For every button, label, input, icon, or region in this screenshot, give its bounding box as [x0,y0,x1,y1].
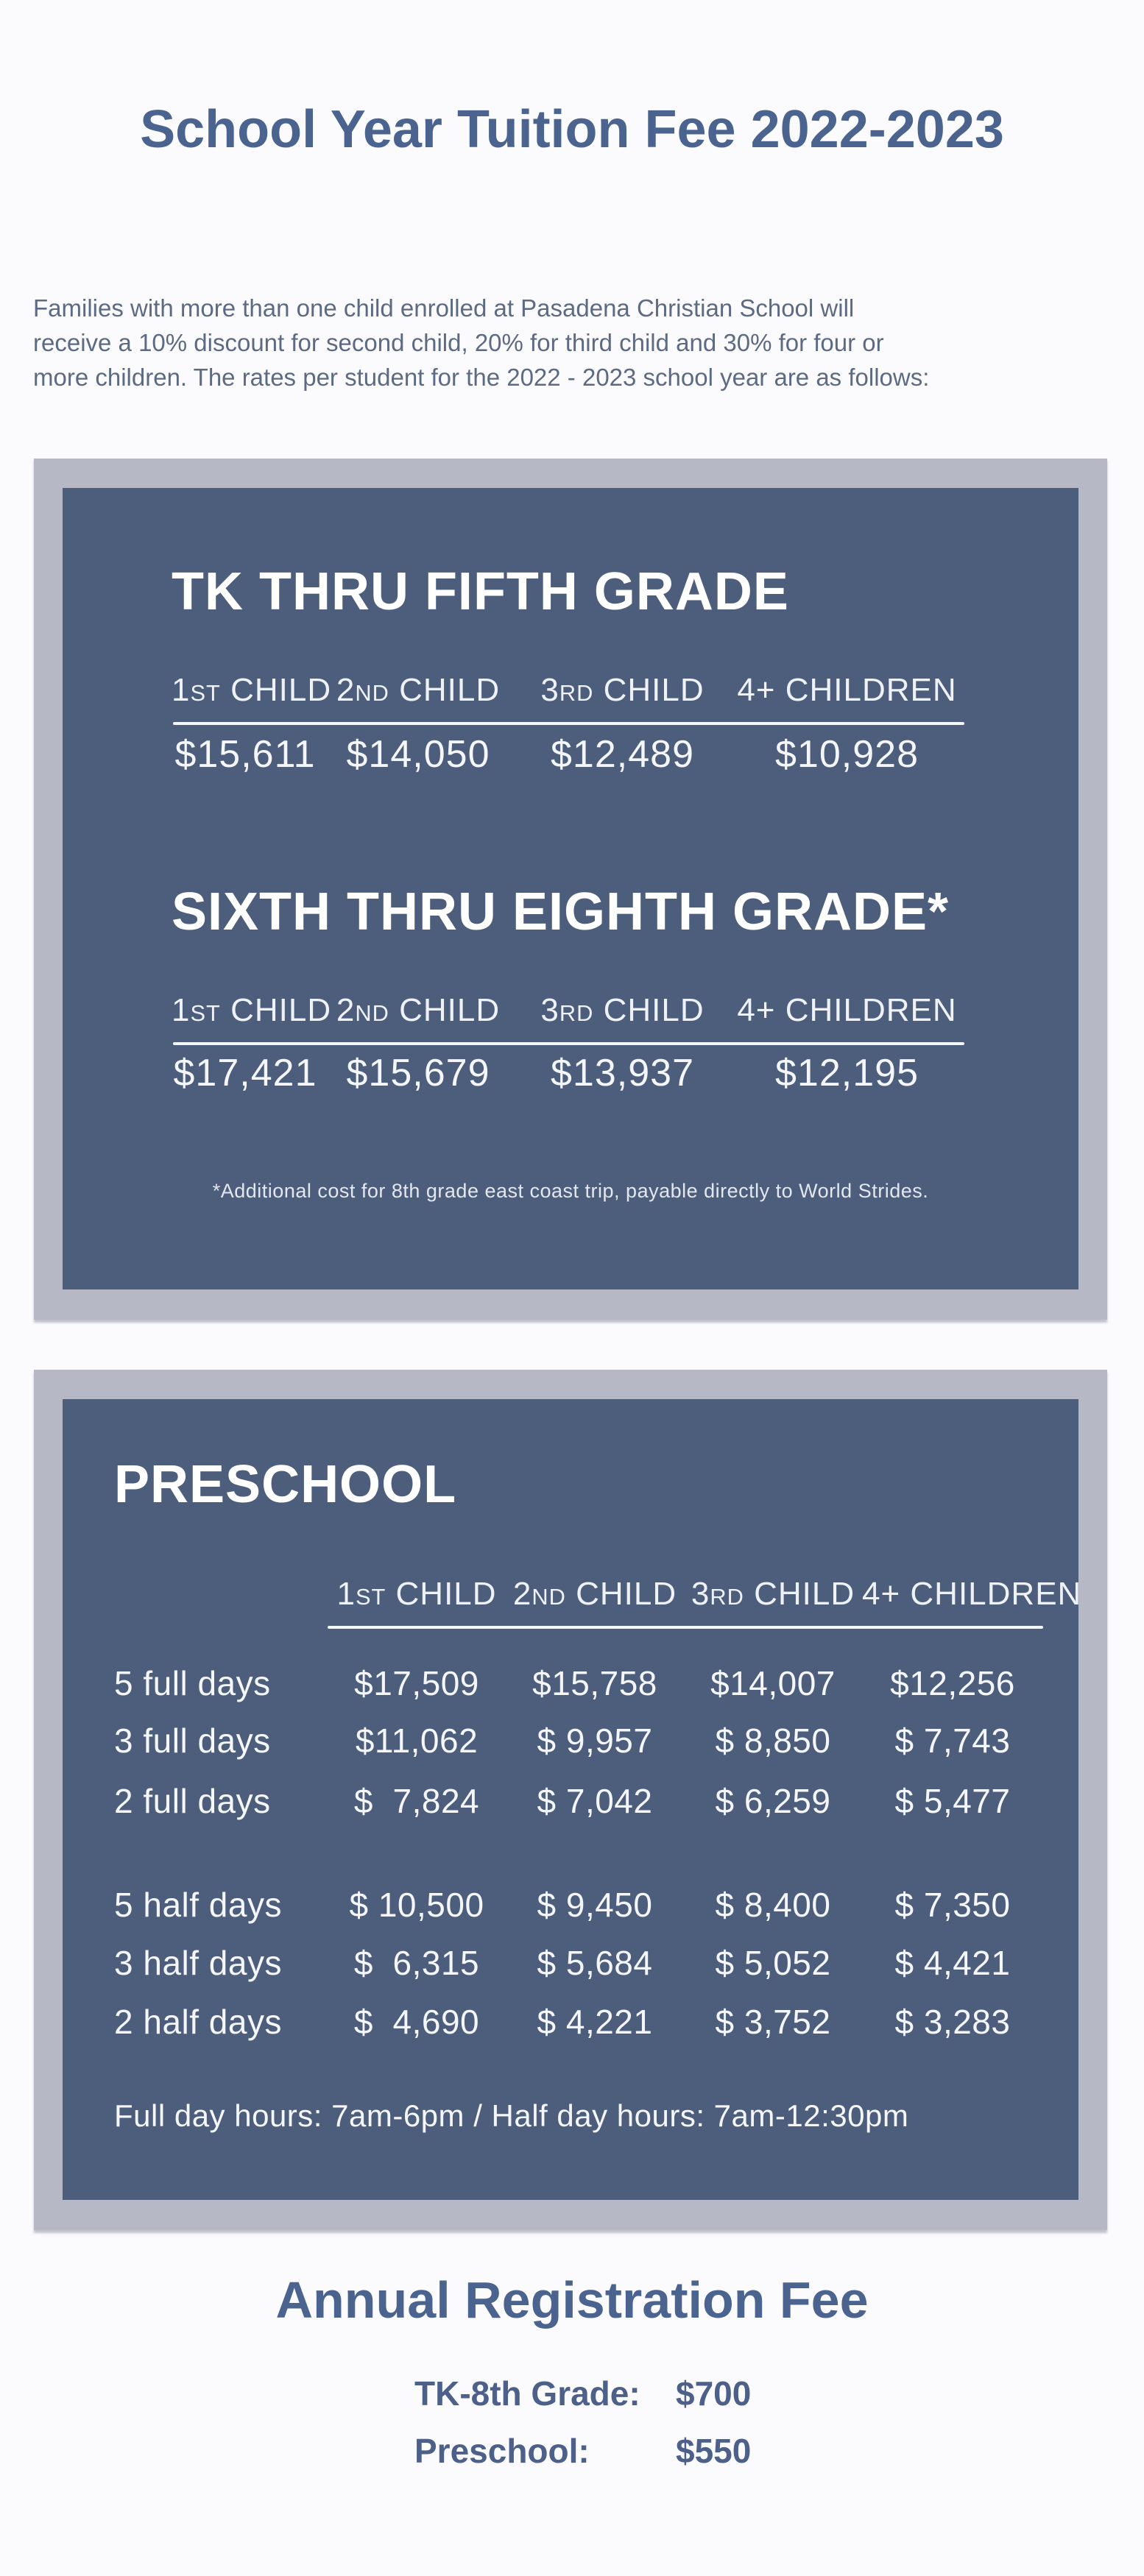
hours-note: Full day hours: 7am-6pm / Half day hours: 7am-12:30pm [114,2098,909,2133]
header-text: CHILD [389,672,501,708]
row-label: 3 full days [114,1722,271,1760]
column-header-1st-child [172,672,332,709]
fee-value: $ 3,752 [715,2003,831,2041]
table-divider [173,722,964,725]
fee-value: $ 8,400 [715,1886,831,1924]
fee-value: $11,062 [355,1722,479,1760]
header-text: CHILD [220,992,332,1028]
registration-label: TK-8th Grade: [414,2374,640,2413]
column-header-3rd-child [684,1576,862,1613]
header-text: 3 [691,1576,710,1612]
registration-table [414,2376,823,2469]
header-text: 1 [172,992,191,1028]
fee-value: $ 5,684 [537,1944,653,1982]
column-header-2nd-child [506,1576,684,1613]
fee-value: $12,195 [775,1052,919,1094]
column-header-3rd-child [518,672,727,709]
registration-label: Preschool: [414,2432,590,2470]
header-text: CHILDREN [775,992,957,1028]
empty-header-cell [114,1576,328,1613]
tuition-panel-elementary [63,488,1078,1289]
header-text: 1 [336,1576,356,1612]
intro-line: more children. The rates per student for the 2022 - 2023 school year are as follows: [33,364,930,391]
column-header-4plus-children [862,1576,1082,1613]
fee-value: $15,611 [174,733,316,776]
fee-value: $ 4,421 [894,1944,1011,1982]
page-title: School Year Tuition Fee 2022-2023 [140,100,1004,159]
section-heading-sixth-eighth: SIXTH THRU EIGHTH GRADE* [172,882,950,941]
header-ordinal-suffix: ST [355,1584,386,1610]
fee-value: $ 7,743 [894,1722,1011,1760]
column-header-2nd-child [319,672,518,709]
header-ordinal-suffix: RD [559,680,594,706]
fee-value: $12,256 [890,1664,1015,1702]
table-row [114,2002,1043,2042]
preschool-table-header [114,1576,1082,1613]
column-header-3rd-child [518,992,727,1029]
column-header-1st-child [172,992,332,1029]
table-row [114,1781,1043,1821]
fee-value: $17,509 [354,1664,479,1702]
fee-value: $12,489 [551,733,694,776]
registration-value: $700 [676,2374,752,2413]
row-label: 5 full days [114,1664,271,1702]
tuition-panel-preschool [63,1399,1082,2200]
fee-value: $ 4,690 [353,2003,480,2041]
fee-value: $ 5,477 [894,1782,1011,1820]
fee-value: $ 8,850 [715,1722,831,1760]
fee-value: $ 6,259 [715,1782,831,1820]
header-text: 1 [172,672,191,708]
column-header-4plus-children [727,992,967,1029]
table-divider [173,1042,964,1045]
fee-table-header-tk [172,672,967,709]
header-text: 3 [540,672,559,708]
header-text: CHILD [593,992,705,1028]
header-text: CHILD [565,1576,677,1612]
fee-value: $ 7,350 [894,1886,1011,1924]
east-coast-trip-footnote: *Additional cost for 8th grade east coast trip, payable directly to World Strides. [212,1180,929,1202]
fee-value: $14,007 [710,1664,836,1702]
fee-value: $14,050 [346,733,490,776]
fee-value: $10,928 [775,733,919,776]
row-label: 5 half days [114,1886,282,1924]
fee-value: $13,937 [551,1052,694,1094]
header-text: CHILD [220,672,332,708]
fee-value: $ 6,315 [353,1944,480,1982]
header-ordinal-suffix: RD [710,1584,744,1610]
intro-line: receive a 10% discount for second child, 20% for third child and 30% for four or [33,329,884,356]
fee-value: $ 10,500 [349,1886,484,1924]
fee-value: $15,679 [346,1052,490,1094]
fee-value: $ 4,221 [537,2003,653,2041]
fee-value: $ 9,957 [537,1722,653,1760]
table-divider [328,1626,1043,1629]
column-header-4plus-children [727,672,967,709]
fee-value: $ 5,052 [715,1944,831,1982]
header-text: CHILDREN [775,672,957,708]
header-text: CHILD [386,1576,497,1612]
tuition-card-preschool [34,1370,1107,2230]
tuition-card-elementary [34,459,1107,1320]
header-text: 2 [336,992,356,1028]
column-header-2nd-child [319,992,518,1029]
header-text: 4+ [737,672,776,708]
registration-heading: Annual Registration Fee [275,2271,869,2329]
header-ordinal-suffix: ND [355,1000,389,1026]
header-text: 4+ [862,1576,901,1612]
header-text: CHILD [593,672,705,708]
fee-value: $17,421 [173,1052,317,1094]
table-row [114,1663,1043,1703]
fee-table-header-middle [172,992,967,1029]
fee-value: $ 3,283 [894,2003,1011,2041]
registration-value: $550 [676,2432,752,2470]
fee-value: $15,758 [532,1664,657,1702]
header-ordinal-suffix: ND [532,1584,566,1610]
row-label: 2 half days [114,2003,282,2041]
table-row [114,1943,1043,1983]
header-text: CHILD [389,992,501,1028]
row-label: 2 full days [114,1782,271,1820]
fee-value: $ 7,824 [353,1782,480,1820]
table-row [114,1885,1043,1925]
header-ordinal-suffix: ST [190,1000,221,1026]
table-row [114,1721,1043,1761]
fee-values-middle [172,1051,967,1095]
fee-value: $ 7,042 [537,1782,653,1820]
intro-line: Families with more than one child enrolled at Pasadena Christian School will [33,294,855,322]
header-text: 2 [336,672,356,708]
header-ordinal-suffix: ST [190,680,221,706]
header-text: 2 [512,1576,532,1612]
header-ordinal-suffix: RD [559,1000,594,1026]
fee-values-tk [172,732,967,776]
header-ordinal-suffix: ND [355,680,389,706]
fee-value: $ 9,450 [537,1886,653,1924]
section-heading-preschool: PRESCHOOL [114,1455,457,1514]
header-text: CHILDREN [900,1576,1082,1612]
header-text: 3 [540,992,559,1028]
intro-paragraph [33,291,1123,394]
header-text: 4+ [737,992,776,1028]
section-heading-tk-fifth: TK THRU FIFTH GRADE [172,562,789,621]
header-text: CHILD [744,1576,855,1612]
column-header-1st-child [328,1576,506,1613]
row-label: 3 half days [114,1944,282,1982]
